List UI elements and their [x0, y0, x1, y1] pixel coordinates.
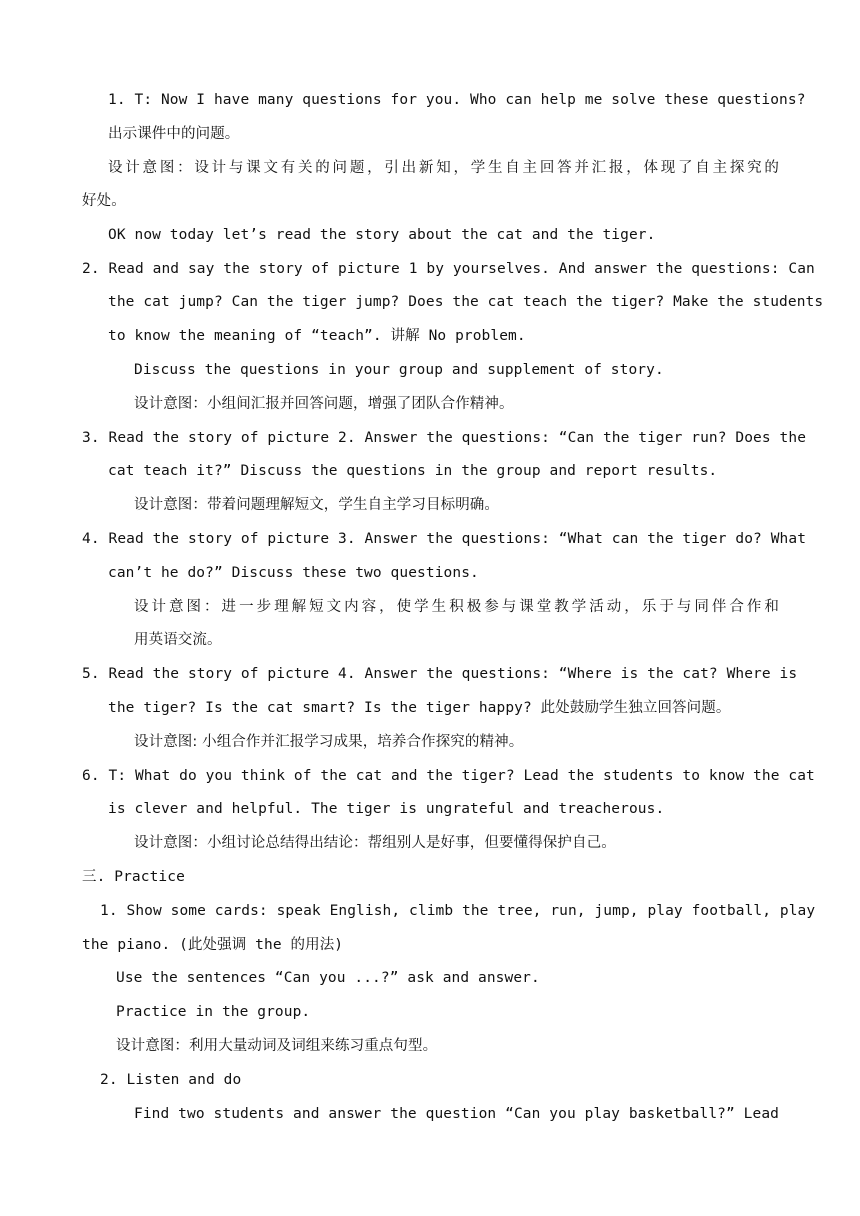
text-line: 出示课件中的问题。 — [108, 126, 240, 142]
text-line: Practice in the group. — [116, 1004, 311, 1020]
list-item-4: 4. Read the story of picture 3. Answer the questions: “What can the tiger do? What — [82, 531, 807, 547]
design-intent-note: 设计意图：带着问题理解短文，学生自主学习目标明确。 — [134, 497, 499, 513]
design-intent-note: 设计意图：小组讨论总结得出结论：帮组别人是好事，但要懂得保护自己。 — [134, 835, 616, 851]
text-line: is clever and helpful. The tiger is ungrateful and treacherous. — [108, 801, 665, 817]
text-line: to know the meaning of “teach”. 讲解 No problem. — [108, 328, 526, 344]
practice-item-2: 2. Listen and do — [100, 1072, 242, 1088]
design-intent-note: 设计意图: 小组合作并汇报学习成果，培养合作探究的精神。 — [134, 734, 524, 750]
list-item-2: 2. Read and say the story of picture 1 by yourselves. And answer the questions: Can — [82, 261, 815, 277]
list-item-6: 6. T: What do you think of the cat and the tiger? Lead the students to know the cat — [82, 768, 815, 784]
text-line: can’t he do?” Discuss these two questions. — [108, 565, 479, 581]
design-intent-note: 设计意图：进一步理解短文内容，使学生积极参与课堂教学活动，乐于与同伴合作和 — [134, 599, 779, 615]
text-line: Use the sentences “Can you ...?” ask and answer. — [116, 970, 540, 986]
list-item-3: 3. Read the story of picture 2. Answer the questions: “Can the tiger run? Does the — [82, 430, 807, 446]
text-line: 1. T: Now I have many questions for you. Who can help me solve these questions? — [108, 92, 806, 108]
text-line: the piano. (此处强调 the 的用法) — [82, 937, 344, 953]
text-line: the tiger? Is the cat smart? Is the tiger happy? 此处鼓励学生独立回答问题。 — [108, 700, 731, 716]
section-heading-practice: 三. Practice — [82, 869, 185, 885]
text-line: OK now today let’s read the story about the cat and the tiger. — [108, 227, 656, 243]
text-line: Find two students and answer the question “Can you play basketball?” Lead — [134, 1106, 779, 1122]
text-line: Discuss the questions in your group and supplement of story. — [134, 362, 664, 378]
practice-item-1: 1. Show some cards: speak English, climb the tree, run, jump, play football, play — [100, 903, 816, 919]
list-item-5: 5. Read the story of picture 4. Answer the questions: “Where is the cat? Where is — [82, 666, 798, 682]
text-line: 用英语交流。 — [134, 632, 222, 648]
text-line: 好处。 — [82, 193, 126, 209]
text-line: cat teach it?” Discuss the questions in the group and report results. — [108, 463, 718, 479]
text-line: the cat jump? Can the tiger jump? Does the cat teach the tiger? Make the students — [108, 294, 824, 310]
design-intent-note: 设计意图：利用大量动词及词组来练习重点句型。 — [116, 1038, 438, 1054]
text-line: 设计意图：设计与课文有关的问题，引出新知，学生自主回答并汇报，体现了自主探究的 — [108, 160, 779, 176]
design-intent-note: 设计意图：小组间汇报并回答问题，增强了团队合作精神。 — [134, 396, 514, 412]
